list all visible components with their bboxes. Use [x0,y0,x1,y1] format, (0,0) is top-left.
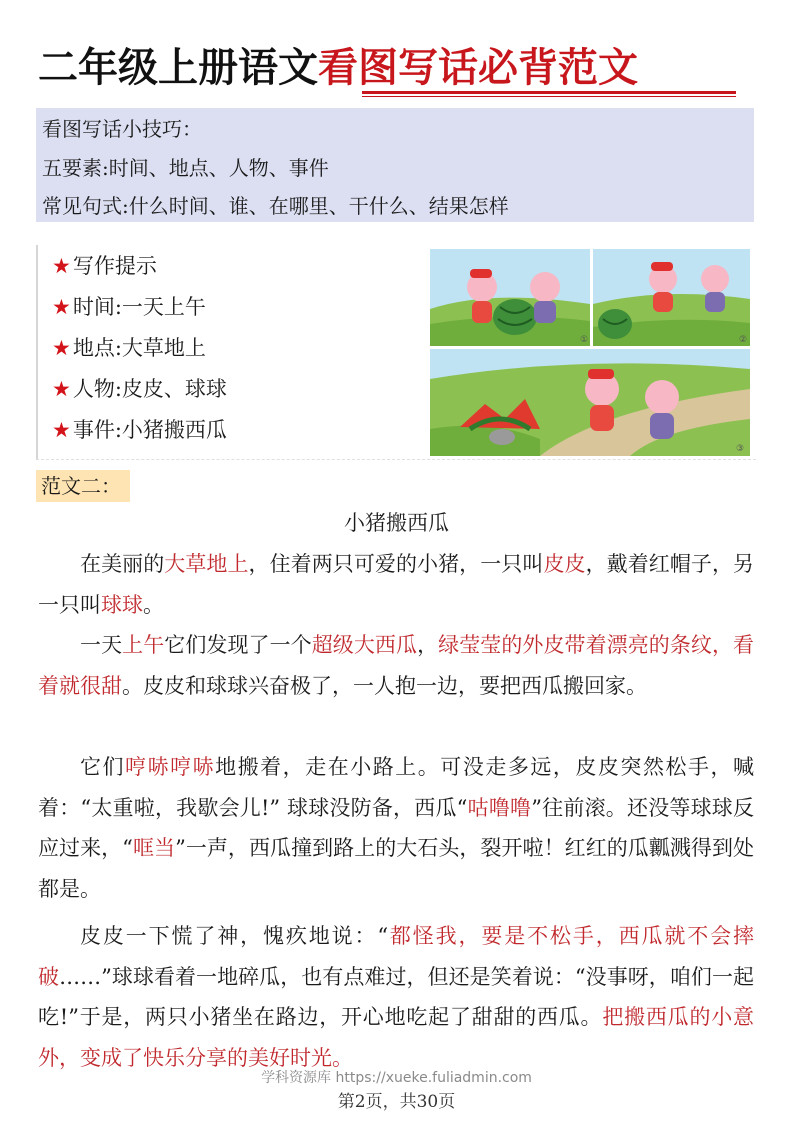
title-underline [362,91,736,94]
essay-title: 小猪搬西瓜 [344,511,449,535]
essay-paragraph-4 [38,916,754,1078]
page-number: 第2页，共30页 [337,1092,456,1112]
highlight-text: 超级大西瓜 [311,633,418,657]
body-text: 地搬着，走在小路上。可没走多远，皮皮突然松手，喊着：“太重啦，我歇会儿!” 球球没防备，西瓜“ [38,755,755,820]
body-text: 它们 [80,755,126,779]
star-icon: ★ [52,336,71,360]
title-underline-thin [362,96,736,97]
star-icon: ★ [52,418,71,442]
prompt-item: ★时间:一天上午 [52,295,206,319]
panel-number: ② [739,335,748,345]
illustration-panel-1 [430,249,590,346]
tips-box [36,108,754,222]
story-illustration [430,249,750,456]
body-text: 。皮皮和球球兴奋极了，一人抱一边，要把西瓜搬回家。 [122,673,647,698]
title-topic: 看图写话必背范文 [318,45,638,91]
highlight-text: 绿莹莹的外皮带着漂亮的条纹，看着就很甜 [38,633,755,698]
star-icon: ★ [52,295,71,319]
body-text: 在美丽的 [80,552,165,576]
body-text: ，戴着红帽子，另一只叫 [38,552,755,617]
body-text: ……”球球看着一地碎瓜，也有点难过，但还是笑着说：“没事呀，咱们一起吃!”于是，两只小猪坐在路边，开心地吃起了甜甜的西瓜。 [38,964,754,1029]
illustration-panel-2 [593,249,750,346]
illustration-panel-3 [430,349,750,456]
tips-line-1: 看图写话小技巧： [42,117,202,141]
body-text: ”往前滚。还没等球球反应过来，“ [38,795,755,860]
title-grade: 二年级上册语文 [38,45,318,91]
page-title [38,38,638,98]
star-icon: ★ [52,254,71,278]
prompt-item: ★地点:大草地上 [52,336,206,360]
star-icon: ★ [52,377,71,401]
highlight-text: 把搬西瓜的小意外，变成了快乐分享的美好时光。 [38,1005,754,1070]
panel-number: ③ [736,444,745,454]
essay-paragraph-1 [38,544,754,625]
source-watermark: 学科资源库 https://xueke.fuliadmin.com [261,1070,532,1086]
highlight-text: 大草地上 [164,552,249,576]
body-text: 它们发现了一个 [164,633,312,657]
essay-tag: 范文二： [36,470,130,502]
highlight-text: 咕噜噜 [467,795,532,820]
prompt-item: ★人物:皮皮、球球 [52,377,227,401]
body-text: 。 [143,592,164,617]
prompt-item: ★写作提示 [52,254,157,278]
body-text: 皮皮一下慌了神，愧疚地说：“ [80,924,389,948]
highlight-text: 球球 [101,592,143,617]
essay-paragraph-2 [38,625,754,706]
tips-line-3: 常见句式:什么时间、谁、在哪里、干什么、结果怎样 [42,194,509,218]
tips-line-2: 五要素:时间、地点、人物、事件 [42,156,329,180]
highlight-text: 皮皮 [543,552,586,576]
body-text: ，住着两只可爱的小猪，一只叫 [248,552,544,576]
highlight-text: 哼哧哼哧 [125,755,216,779]
highlight-text: 上午 [122,633,165,657]
prompt-item: ★事件:小猪搬西瓜 [52,418,227,442]
highlight-text: 都怪我，要是不松手，西瓜就不会摔破 [38,924,754,989]
body-text: ”一声，西瓜撞到路上的大石头，裂开啦！红红的瓜瓤溅得到处都是。 [38,836,754,901]
body-text: 一天 [80,633,123,657]
highlight-text: 哐当 [132,836,176,860]
essay-paragraph-3 [38,747,754,909]
panel-number: ① [580,335,589,345]
body-text: ， [417,633,439,657]
